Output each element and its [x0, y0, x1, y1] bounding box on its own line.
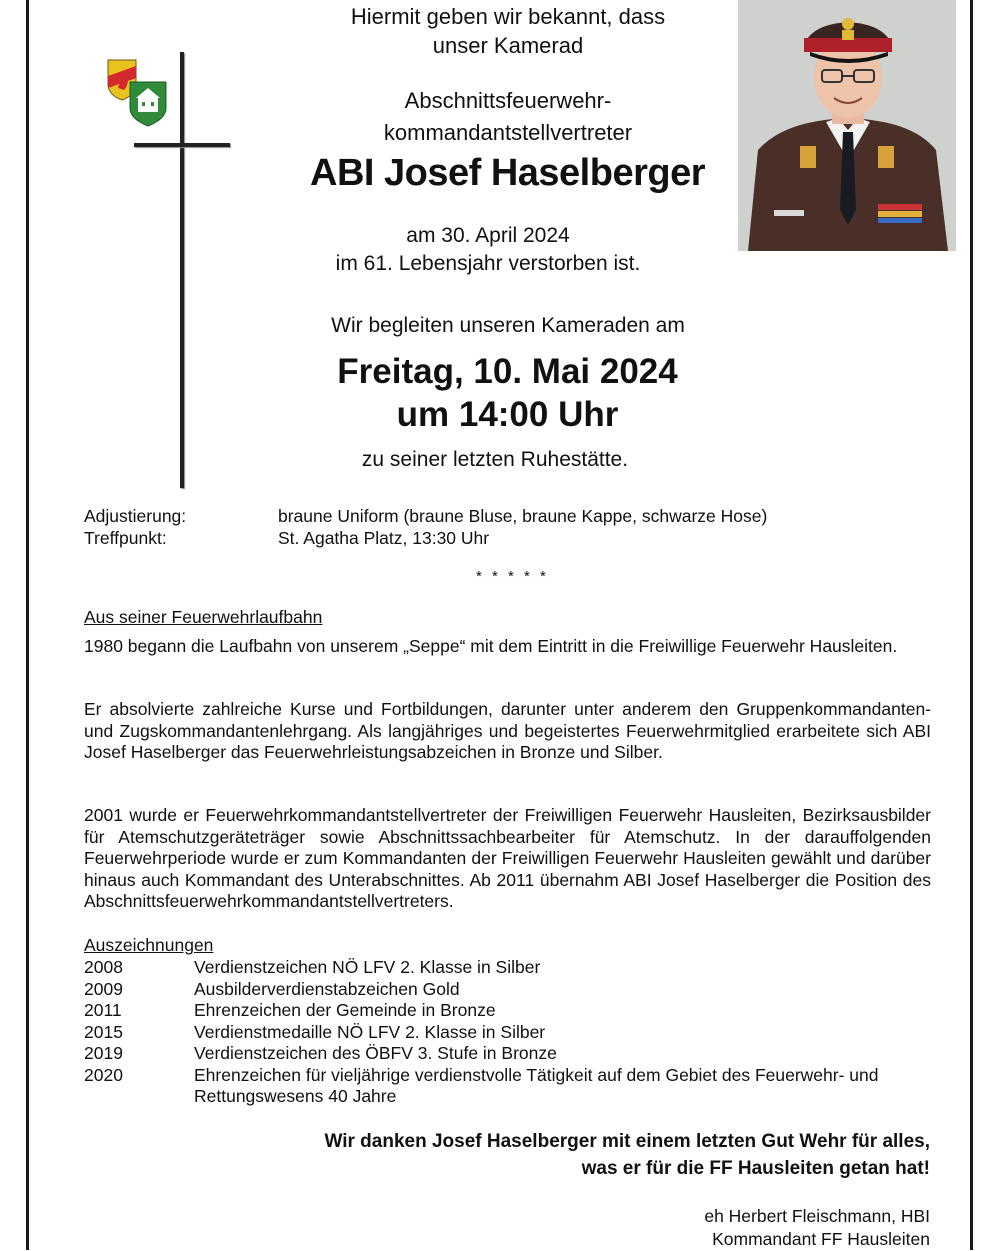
list-item: [84, 1043, 934, 1065]
award-text: Ausbilderverdienstabzeichen Gold: [194, 978, 460, 999]
award-text: Verdienstmedaille NÖ LFV 2. Klasse in Silber: [194, 1021, 546, 1042]
career-paragraph-1: [84, 636, 931, 658]
signature-title: Kommandant FF Hausleiten: [712, 1229, 930, 1249]
paragraph-text: 1980 begann die Laufbahn von unserem „Seppe“ mit dem Eintritt in die Freiwillige Feuerwehr Hausleiten.: [84, 636, 898, 656]
funeral-time: um 14:00 Uhr: [396, 395, 619, 434]
intro-line-1: Hiermit geben wir bekannt, dass: [350, 4, 666, 29]
funeral-date: Freitag, 10. Mai 2024: [337, 352, 678, 391]
intro-line-2: unser Kamerad: [432, 33, 584, 58]
award-year: 2020: [84, 1064, 123, 1085]
paragraph-text: 2001 wurde er Feuerwehrkommandantstellvertreter der Freiwilligen Feuerwehr Hausleiten, Bezirksausbilder für Atemschutzgeräteträger sowie Abschnittssachbearbeiter für Atemschutz. In der darauffolgenden Feuerwehrperiode wurde er zum Kommandanten der Freiwilligen Feuerwehr Hausleiten gewählt und darüber hinaus auch Kommandant des Unterabschnittes. Ab 2011 übernahm ABI Josef Haselberger die Position des Abschnittsfeuerwehrkommandantstellvertreters.: [84, 805, 931, 911]
thanks-line-1: Wir danken Josef Haselberger mit einem letzten Gut Wehr für alles,: [324, 1131, 930, 1152]
award-text: Verdienstzeichen NÖ LFV 2. Klasse in Silber: [194, 957, 541, 977]
info-value: St. Agatha Platz, 13:30 Uhr: [278, 528, 490, 548]
paragraph-text: Er absolvierte zahlreiche Kurse und Fortbildungen, darunter unter anderem den Gruppenkommandanten- und Zugskommandantenlehrgang. Als langjähriges und begeistertes Feuerwehrmitglied erarbeitete sich ABI Josef Haselberger das Feuerwehrleistungsabzeichen in Bronze und Silber.: [84, 699, 931, 762]
info-value: braune Uniform (braune Bluse, braune Kappe, schwarze Hose): [278, 506, 768, 526]
signature-name: eh Herbert Fleischmann, HBI: [704, 1206, 930, 1226]
signature-block: [704, 1205, 930, 1251]
list-item: [84, 1065, 934, 1108]
thanks-line-2: was er für die FF Hausleiten getan hat!: [581, 1158, 930, 1179]
info-label: Adjustierung:: [84, 506, 187, 526]
info-row-attire: [84, 506, 767, 527]
list-item: [84, 1000, 934, 1022]
list-item: [84, 1022, 934, 1044]
info-row-meeting-point: [84, 528, 489, 549]
fire-brigade-crest-icon: [106, 58, 170, 130]
award-text: Ehrenzeichen der Gemeinde in Bronze: [194, 1000, 496, 1020]
career-title: Aus seiner Feuerwehrlaufbahn: [84, 607, 323, 627]
career-paragraph-3: [84, 805, 931, 913]
award-text: Verdienstzeichen des ÖBFV 3. Stufe in Bronze: [194, 1043, 557, 1063]
page-border-left: [26, 0, 29, 1250]
page-border-right: [970, 0, 973, 1250]
closing-thanks: [324, 1128, 930, 1182]
memorial-cross-icon: [180, 52, 184, 488]
deceased-name: ABI Josef Haselberger: [310, 152, 705, 194]
award-year: 2011: [84, 1000, 122, 1020]
career-paragraph-2: [84, 699, 931, 764]
award-year: 2009: [84, 978, 123, 999]
award-year: 2019: [84, 1043, 123, 1063]
award-text: Ehrenzeichen für vieljährige verdienstvolle Tätigkeit auf dem Gebiet des Feuerwehr- und Rettungswesens 40 Jahre: [194, 1064, 879, 1106]
uniformed-man-portrait: [738, 0, 956, 251]
memorial-cross-bar: [134, 143, 230, 147]
list-item: [84, 979, 934, 1001]
funeral-lead: Wir begleiten unseren Kameraden am: [331, 314, 685, 337]
award-year: 2015: [84, 1021, 123, 1042]
awards-list: [84, 957, 934, 1108]
death-date: am 30. April 2024: [406, 224, 570, 247]
separator: * * * * *: [476, 568, 549, 585]
awards-title: Auszeichnungen: [84, 935, 214, 955]
rank-line-1: Abschnittsfeuerwehr-: [404, 88, 612, 113]
rank-line-2: kommandantstellvertreter: [383, 120, 633, 145]
award-year: 2008: [84, 957, 123, 977]
info-label: Treffpunkt:: [84, 528, 167, 548]
funeral-tail: zu seiner letzten Ruhestätte.: [361, 448, 629, 471]
death-age: im 61. Lebensjahr verstorben ist.: [335, 252, 641, 275]
list-item: [84, 957, 934, 979]
